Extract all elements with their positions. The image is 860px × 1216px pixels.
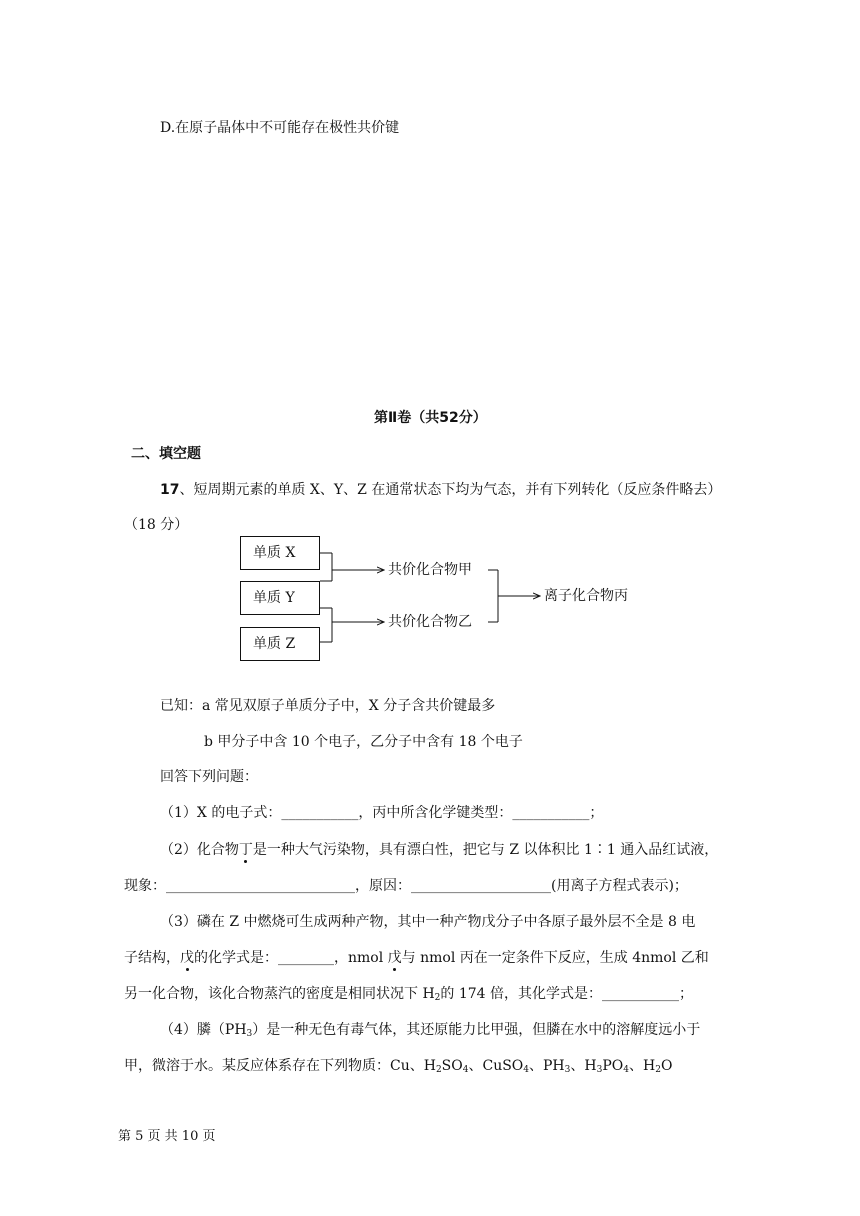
section-heading: 第Ⅱ卷（共52分） — [374, 410, 487, 426]
part-heading: 二、填空题 — [131, 446, 201, 462]
q17-line1 — [160, 480, 721, 500]
known-a: 已知：a 常见双原子单质分子中，X 分子含共价键最多 — [160, 698, 496, 714]
q3-l2-a: 子结构， — [124, 950, 180, 966]
compound-jia-label: 共价化合物甲 — [388, 562, 472, 578]
q4-l1-a: （4）膦（PH — [160, 1022, 247, 1038]
q2-part-b: 是一种大气污染物，具有漂白性，把它与 Z 以体积比 1∶1 通入品红试液， — [252, 842, 719, 858]
question-4-line1 — [160, 1020, 700, 1044]
q4-sub-1: 2 — [435, 1065, 442, 1075]
option-d: D.在原子晶体中不可能存在极性共价键 — [160, 120, 400, 136]
q4-sub-6: 4 — [623, 1065, 629, 1075]
element-y-box: 单质 Y — [240, 581, 320, 615]
conversion-diagram — [236, 534, 656, 666]
q4-l2-f: PO — [602, 1058, 624, 1074]
q3-l3-a: 另一化合物，该化合物蒸汽的密度是相同状况下 H — [124, 986, 435, 1002]
question-4-line2 — [124, 1056, 672, 1080]
q4-sub-4: 3 — [564, 1065, 571, 1075]
question-3-line2 — [124, 948, 709, 968]
answer-prompt: 回答下列问题： — [160, 769, 258, 785]
q3-l3-subscript: 2 — [434, 993, 441, 1003]
q3-l2-b: 的化学式是：________，nmol — [194, 950, 388, 966]
q4-l1-subscript: 3 — [246, 1029, 253, 1039]
q17-score: （18 分） — [124, 517, 189, 533]
q4-sub-3: 4 — [523, 1065, 530, 1075]
question-3-line3 — [124, 984, 693, 1008]
q4-l2-e: 、H — [570, 1058, 597, 1074]
compound-yi-label: 共价化合物乙 — [388, 614, 472, 630]
question-1: （1）X 的电子式：___________，丙中所含化学键类型：___________； — [160, 805, 604, 821]
q4-sub-7: 2 — [655, 1065, 661, 1075]
compound-bing-label: 离子化合物丙 — [544, 588, 628, 604]
q3-wu-emphasis-2: 戊 — [387, 950, 402, 966]
q4-sub-5: 3 — [596, 1065, 603, 1075]
q3-wu-emphasis-1: 戊 — [180, 950, 194, 966]
q2-part-a: （2）化合物 — [160, 842, 239, 858]
q4-l1-b: ）是一种无色有毒气体，其还原能力比甲强，但膦在水中的溶解度远小于 — [252, 1022, 701, 1038]
q2-ding-emphasis: 丁 — [238, 842, 253, 858]
known-b: b 甲分子中含 10 个电子，乙分子中含有 18 个电子 — [204, 734, 523, 750]
question-2-line2: 现象：___________________________，原因：____________________(用离子方程式表示)； — [124, 878, 688, 894]
page-footer: 第 5 页 共 10 页 — [118, 1129, 216, 1144]
element-z-box: 单质 Z — [240, 627, 320, 661]
element-x-box: 单质 X — [240, 536, 320, 570]
q4-l2-h: O — [660, 1058, 673, 1074]
q4-sub-2: 4 — [462, 1065, 469, 1075]
q17-number: 17 — [160, 482, 180, 498]
question-3-line1: （3）磷在 Z 中燃烧可生成两种产物，其中一种产物戊分子中各原子最外层不全是 8 电 — [160, 914, 696, 930]
q3-l3-b: 的 174 倍，其化学式是：___________； — [440, 986, 694, 1002]
q4-l2-c: 、CuSO — [468, 1058, 524, 1074]
q4-l2-g: 、H — [628, 1058, 656, 1074]
q3-l2-c: 与 nmol 丙在一定条件下反应，生成 4nmol 乙和 — [401, 950, 709, 966]
question-2-line1 — [160, 840, 718, 860]
q4-l2-b: SO — [441, 1058, 463, 1074]
q17-stem: 、短周期元素的单质 X、Y、Z 在通常状态下均为气态，并有下列转化（反应条件略去） — [179, 482, 722, 498]
q4-l2-a: 甲，微溶于水。某反应体系存在下列物质：Cu、H — [124, 1058, 436, 1074]
q4-l2-d: 、PH — [529, 1058, 565, 1074]
